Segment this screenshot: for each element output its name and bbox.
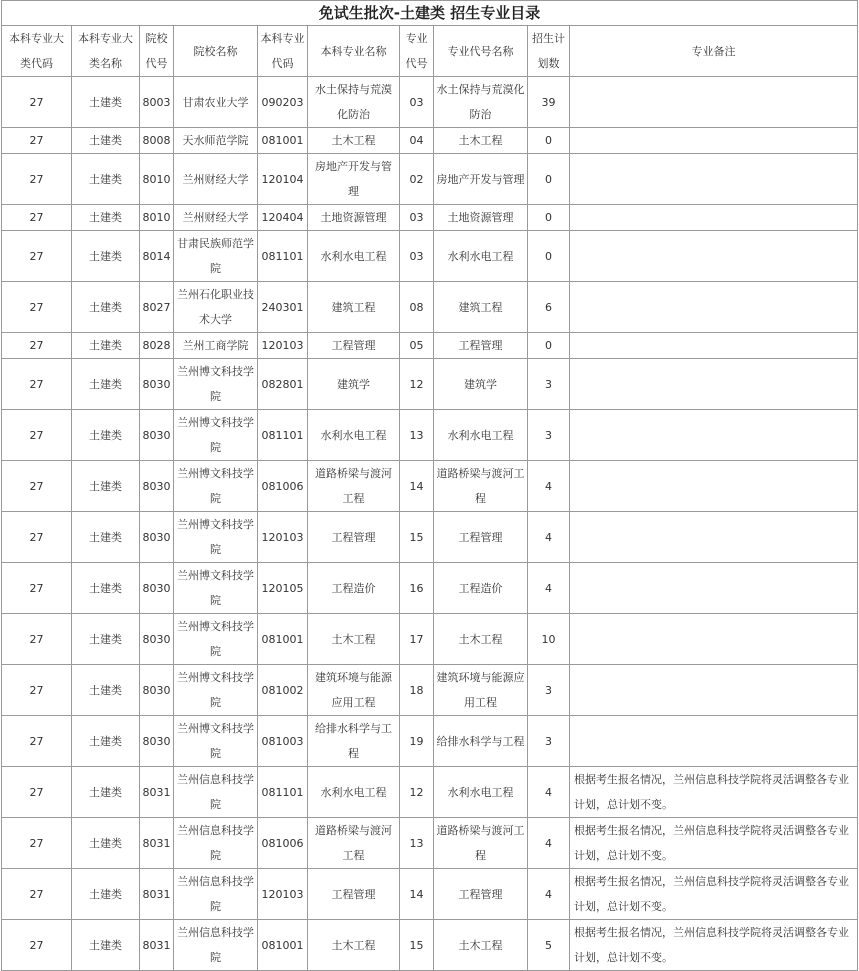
school-name-cell: 兰州博文科技学院 (174, 614, 258, 665)
plan-count-cell: 4 (528, 563, 570, 614)
major-name-cell: 土木工程 (308, 128, 400, 154)
table-row (2, 231, 858, 282)
school-name-cell: 兰州博文科技学院 (174, 665, 258, 716)
major-code-cell: 081003 (258, 716, 308, 767)
major-number-name-cell: 土木工程 (434, 128, 528, 154)
school-name-cell: 兰州博文科技学院 (174, 512, 258, 563)
major-code-cell: 120104 (258, 154, 308, 205)
table-row (2, 461, 858, 512)
table-row (2, 333, 858, 359)
major-number-name-cell: 工程管理 (434, 869, 528, 920)
school-code-cell: 8003 (140, 77, 174, 128)
header-major-number: 专业代号 (400, 26, 434, 77)
table-row (2, 205, 858, 231)
school-code-cell: 8030 (140, 410, 174, 461)
major-number-name-cell: 土地资源管理 (434, 205, 528, 231)
school-code-cell: 8030 (140, 512, 174, 563)
plan-count-cell: 4 (528, 767, 570, 818)
header-major-name: 本科专业名称 (308, 26, 400, 77)
school-code-cell: 8030 (140, 563, 174, 614)
table-row (2, 563, 858, 614)
school-name-cell: 兰州博文科技学院 (174, 461, 258, 512)
school-name-cell: 兰州财经大学 (174, 205, 258, 231)
plan-count-cell: 10 (528, 614, 570, 665)
table-row (2, 410, 858, 461)
header-school-code: 院校代号 (140, 26, 174, 77)
remarks-cell (570, 461, 858, 512)
major-number-name-cell: 房地产开发与管理 (434, 154, 528, 205)
major-code-cell: 081101 (258, 767, 308, 818)
category-code-cell: 27 (2, 665, 72, 716)
plan-count-cell: 0 (528, 128, 570, 154)
category-code-cell: 27 (2, 818, 72, 869)
plan-count-cell: 0 (528, 154, 570, 205)
major-number-name-cell: 水利水电工程 (434, 231, 528, 282)
table-row (2, 77, 858, 128)
plan-count-cell: 4 (528, 869, 570, 920)
major-code-cell: 120103 (258, 512, 308, 563)
major-number-cell: 08 (400, 282, 434, 333)
category-name-cell: 土建类 (72, 665, 140, 716)
major-code-cell: 081002 (258, 665, 308, 716)
major-code-cell: 240301 (258, 282, 308, 333)
header-row (2, 26, 858, 77)
plan-count-cell: 6 (528, 282, 570, 333)
major-number-name-cell: 土木工程 (434, 920, 528, 971)
remarks-cell (570, 282, 858, 333)
header-enrollment-plan: 招生计划数 (528, 26, 570, 77)
category-name-cell: 土建类 (72, 333, 140, 359)
major-name-cell: 水利水电工程 (308, 231, 400, 282)
remarks-cell (570, 205, 858, 231)
remarks-cell (570, 665, 858, 716)
major-name-cell: 水利水电工程 (308, 767, 400, 818)
major-number-cell: 14 (400, 461, 434, 512)
category-code-cell: 27 (2, 410, 72, 461)
major-number-name-cell: 水土保持与荒漠化防治 (434, 77, 528, 128)
major-number-cell: 03 (400, 231, 434, 282)
category-code-cell: 27 (2, 869, 72, 920)
category-name-cell: 土建类 (72, 359, 140, 410)
remarks-cell (570, 410, 858, 461)
major-number-name-cell: 工程造价 (434, 563, 528, 614)
table-row (2, 665, 858, 716)
table-row (2, 818, 858, 869)
category-code-cell: 27 (2, 231, 72, 282)
plan-count-cell: 39 (528, 77, 570, 128)
major-code-cell: 120105 (258, 563, 308, 614)
category-code-cell: 27 (2, 716, 72, 767)
major-name-cell: 工程管理 (308, 512, 400, 563)
major-code-cell: 120404 (258, 205, 308, 231)
school-code-cell: 8028 (140, 333, 174, 359)
major-number-cell: 03 (400, 77, 434, 128)
remarks-cell (570, 359, 858, 410)
major-number-cell: 02 (400, 154, 434, 205)
category-code-cell: 27 (2, 333, 72, 359)
major-code-cell: 082801 (258, 359, 308, 410)
major-code-cell: 090203 (258, 77, 308, 128)
remarks-cell (570, 333, 858, 359)
major-code-cell: 120103 (258, 869, 308, 920)
school-name-cell: 兰州信息科技学院 (174, 818, 258, 869)
school-name-cell: 兰州信息科技学院 (174, 920, 258, 971)
table-row (2, 920, 858, 971)
major-number-cell: 15 (400, 920, 434, 971)
category-name-cell: 土建类 (72, 154, 140, 205)
category-code-cell: 27 (2, 128, 72, 154)
title-row (2, 1, 858, 26)
school-name-cell: 兰州博文科技学院 (174, 716, 258, 767)
header-major-number-name: 专业代号名称 (434, 26, 528, 77)
major-code-cell: 081001 (258, 614, 308, 665)
remarks-cell: 根据考生报名情况，兰州信息科技学院将灵活调整各专业计划，总计划不变。 (570, 818, 858, 869)
category-code-cell: 27 (2, 767, 72, 818)
remarks-cell (570, 128, 858, 154)
major-code-cell: 081101 (258, 410, 308, 461)
major-code-cell: 081101 (258, 231, 308, 282)
school-name-cell: 兰州石化职业技术大学 (174, 282, 258, 333)
plan-count-cell: 4 (528, 818, 570, 869)
school-name-cell: 兰州信息科技学院 (174, 869, 258, 920)
plan-count-cell: 3 (528, 665, 570, 716)
page-title: 免试生批次-土建类 招生专业目录 (2, 1, 858, 26)
major-number-name-cell: 水利水电工程 (434, 410, 528, 461)
school-name-cell: 兰州博文科技学院 (174, 359, 258, 410)
category-code-cell: 27 (2, 614, 72, 665)
school-name-cell: 兰州博文科技学院 (174, 410, 258, 461)
remarks-cell: 根据考生报名情况，兰州信息科技学院将灵活调整各专业计划，总计划不变。 (570, 920, 858, 971)
major-name-cell: 给排水科学与工程 (308, 716, 400, 767)
category-name-cell: 土建类 (72, 461, 140, 512)
category-code-cell: 27 (2, 563, 72, 614)
category-name-cell: 土建类 (72, 563, 140, 614)
remarks-cell (570, 614, 858, 665)
plan-count-cell: 4 (528, 512, 570, 563)
enrollment-catalog-table (1, 0, 858, 971)
major-number-name-cell: 给排水科学与工程 (434, 716, 528, 767)
category-code-cell: 27 (2, 77, 72, 128)
table-row (2, 154, 858, 205)
header-major-code: 本科专业代码 (258, 26, 308, 77)
major-code-cell: 081006 (258, 818, 308, 869)
major-name-cell: 建筑学 (308, 359, 400, 410)
major-number-cell: 18 (400, 665, 434, 716)
major-number-cell: 13 (400, 818, 434, 869)
school-code-cell: 8030 (140, 716, 174, 767)
table-row (2, 716, 858, 767)
header-major-category-name: 本科专业大类名称 (72, 26, 140, 77)
category-code-cell: 27 (2, 461, 72, 512)
school-code-cell: 8031 (140, 869, 174, 920)
table-row (2, 128, 858, 154)
category-code-cell: 27 (2, 512, 72, 563)
plan-count-cell: 5 (528, 920, 570, 971)
major-number-name-cell: 建筑环境与能源应用工程 (434, 665, 528, 716)
major-number-cell: 05 (400, 333, 434, 359)
major-number-cell: 17 (400, 614, 434, 665)
remarks-cell (570, 77, 858, 128)
major-code-cell: 081006 (258, 461, 308, 512)
major-code-cell: 081001 (258, 920, 308, 971)
major-name-cell: 工程管理 (308, 333, 400, 359)
school-name-cell: 兰州博文科技学院 (174, 563, 258, 614)
major-number-name-cell: 建筑学 (434, 359, 528, 410)
major-code-cell: 120103 (258, 333, 308, 359)
school-name-cell: 甘肃民族师范学院 (174, 231, 258, 282)
major-number-name-cell: 水利水电工程 (434, 767, 528, 818)
plan-count-cell: 4 (528, 461, 570, 512)
school-name-cell: 甘肃农业大学 (174, 77, 258, 128)
category-name-cell: 土建类 (72, 282, 140, 333)
school-name-cell: 天水师范学院 (174, 128, 258, 154)
category-name-cell: 土建类 (72, 77, 140, 128)
school-code-cell: 8031 (140, 818, 174, 869)
table-row (2, 869, 858, 920)
category-code-cell: 27 (2, 154, 72, 205)
major-number-name-cell: 建筑工程 (434, 282, 528, 333)
category-name-cell: 土建类 (72, 205, 140, 231)
major-number-cell: 15 (400, 512, 434, 563)
table-row (2, 359, 858, 410)
major-number-name-cell: 道路桥梁与渡河工程 (434, 461, 528, 512)
school-code-cell: 8010 (140, 154, 174, 205)
remarks-cell (570, 512, 858, 563)
school-code-cell: 8027 (140, 282, 174, 333)
major-name-cell: 水利水电工程 (308, 410, 400, 461)
school-code-cell: 8030 (140, 461, 174, 512)
major-number-cell: 04 (400, 128, 434, 154)
major-number-cell: 12 (400, 359, 434, 410)
category-name-cell: 土建类 (72, 614, 140, 665)
school-name-cell: 兰州财经大学 (174, 154, 258, 205)
major-name-cell: 土木工程 (308, 920, 400, 971)
category-name-cell: 土建类 (72, 512, 140, 563)
plan-count-cell: 0 (528, 205, 570, 231)
header-major-category-code: 本科专业大类代码 (2, 26, 72, 77)
major-number-cell: 16 (400, 563, 434, 614)
table-row (2, 767, 858, 818)
major-name-cell: 水土保持与荒漠化防治 (308, 77, 400, 128)
catalog-container (1, 0, 857, 964)
major-name-cell: 工程管理 (308, 869, 400, 920)
remarks-cell (570, 716, 858, 767)
school-code-cell: 8030 (140, 614, 174, 665)
table-row (2, 282, 858, 333)
major-name-cell: 建筑环境与能源应用工程 (308, 665, 400, 716)
plan-count-cell: 0 (528, 231, 570, 282)
major-name-cell: 道路桥梁与渡河工程 (308, 461, 400, 512)
plan-count-cell: 3 (528, 716, 570, 767)
major-number-name-cell: 工程管理 (434, 512, 528, 563)
major-name-cell: 工程造价 (308, 563, 400, 614)
major-number-cell: 13 (400, 410, 434, 461)
remarks-cell (570, 563, 858, 614)
category-name-cell: 土建类 (72, 818, 140, 869)
major-name-cell: 道路桥梁与渡河工程 (308, 818, 400, 869)
major-name-cell: 建筑工程 (308, 282, 400, 333)
table-row (2, 614, 858, 665)
category-name-cell: 土建类 (72, 410, 140, 461)
header-school-name: 院校名称 (174, 26, 258, 77)
major-number-name-cell: 土木工程 (434, 614, 528, 665)
school-name-cell: 兰州信息科技学院 (174, 767, 258, 818)
table-row (2, 512, 858, 563)
school-code-cell: 8031 (140, 920, 174, 971)
school-code-cell: 8030 (140, 359, 174, 410)
school-code-cell: 8030 (140, 665, 174, 716)
major-code-cell: 081001 (258, 128, 308, 154)
major-number-name-cell: 道路桥梁与渡河工程 (434, 818, 528, 869)
school-code-cell: 8014 (140, 231, 174, 282)
category-name-cell: 土建类 (72, 128, 140, 154)
school-name-cell: 兰州工商学院 (174, 333, 258, 359)
category-name-cell: 土建类 (72, 767, 140, 818)
category-name-cell: 土建类 (72, 231, 140, 282)
major-name-cell: 土木工程 (308, 614, 400, 665)
plan-count-cell: 3 (528, 359, 570, 410)
category-code-cell: 27 (2, 920, 72, 971)
category-name-cell: 土建类 (72, 869, 140, 920)
plan-count-cell: 3 (528, 410, 570, 461)
plan-count-cell: 0 (528, 333, 570, 359)
remarks-cell (570, 231, 858, 282)
major-number-cell: 03 (400, 205, 434, 231)
remarks-cell: 根据考生报名情况，兰州信息科技学院将灵活调整各专业计划，总计划不变。 (570, 767, 858, 818)
category-code-cell: 27 (2, 205, 72, 231)
remarks-cell (570, 154, 858, 205)
major-number-cell: 14 (400, 869, 434, 920)
school-code-cell: 8008 (140, 128, 174, 154)
major-name-cell: 房地产开发与管理 (308, 154, 400, 205)
major-number-name-cell: 工程管理 (434, 333, 528, 359)
category-code-cell: 27 (2, 359, 72, 410)
major-number-cell: 19 (400, 716, 434, 767)
category-name-cell: 土建类 (72, 920, 140, 971)
major-number-cell: 12 (400, 767, 434, 818)
header-major-remarks: 专业备注 (570, 26, 858, 77)
category-name-cell: 土建类 (72, 716, 140, 767)
school-code-cell: 8031 (140, 767, 174, 818)
major-name-cell: 土地资源管理 (308, 205, 400, 231)
remarks-cell: 根据考生报名情况，兰州信息科技学院将灵活调整各专业计划，总计划不变。 (570, 869, 858, 920)
category-code-cell: 27 (2, 282, 72, 333)
school-code-cell: 8010 (140, 205, 174, 231)
